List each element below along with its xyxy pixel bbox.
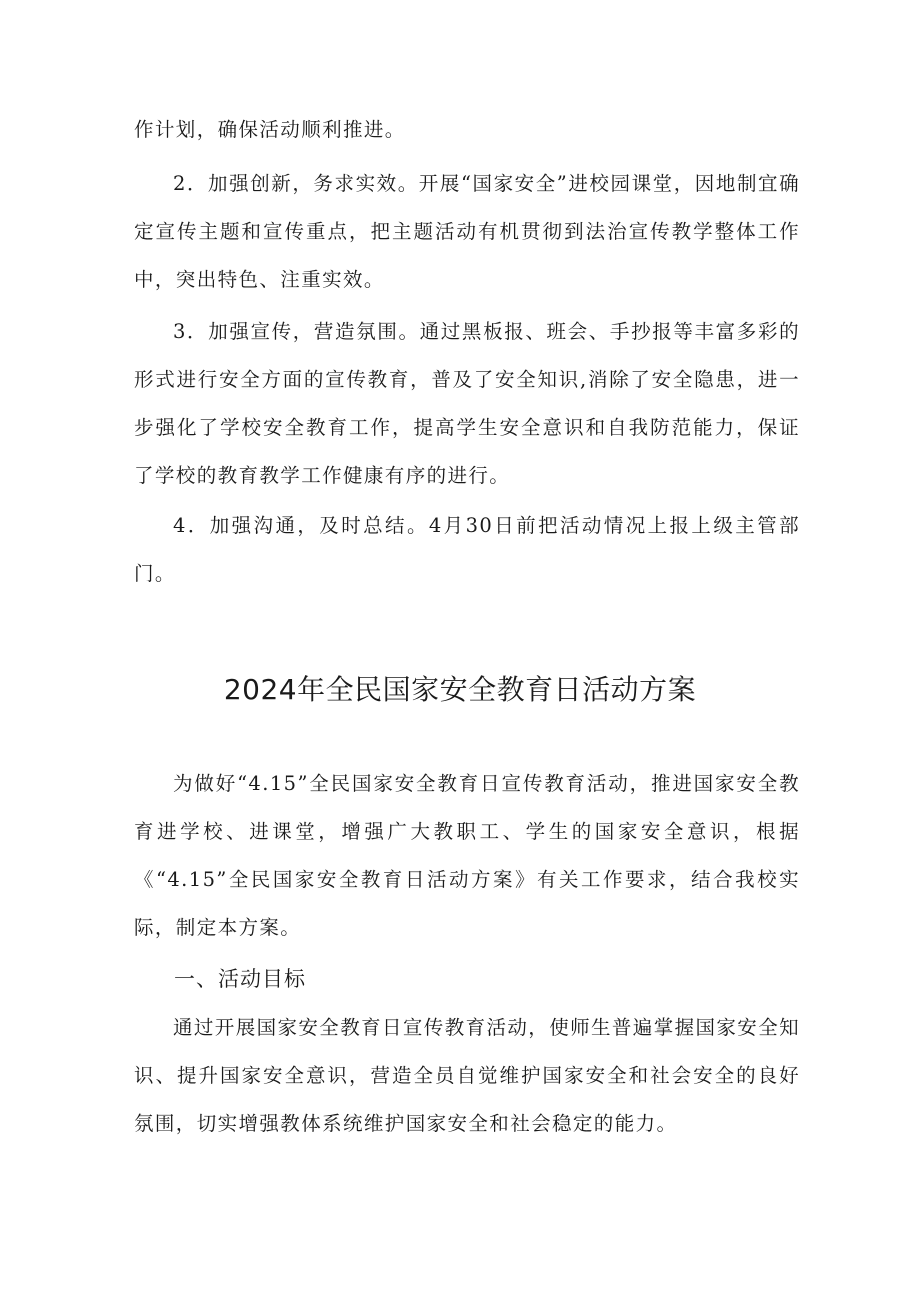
paragraph-item-3: 3．加强宣传，营造氛围。通过黑板报、班会、手抄报等丰富多彩的形式进行安全方面的宣传教育，普及了安全知识,消除了安全隐患，进一步强化了学校安全教育工作，提高学生安全意识和自我防范能力，保证了学校的教育教学工作健康有序的进行。 bbox=[134, 320, 800, 487]
section-body-paragraph: 通过开展国家安全教育日宣传教育活动，使师生普遍掌握国家安全知识、提升国家安全意识，营造全员自觉维护国家安全和社会安全的良好氛围，切实增强教体系统维护国家安全和社会稳定的能力。 bbox=[134, 1016, 801, 1135]
paragraph-item-2: 2．加强创新，务求实效。开展“国家安全”进校园课堂，因地制宜确定宣传主题和宣传重点，把主题活动有机贯彻到法治宣传教学整体工作中，突出特色、注重实效。 bbox=[134, 172, 800, 291]
document-title: 2024年全民国家安全教育日活动方案 bbox=[223, 673, 697, 706]
paragraph-continuation: 作计划，确保活动顺利推进。 bbox=[134, 118, 406, 141]
intro-paragraph: 为做好“4.15”全民国家安全教育日宣传教育活动，推进国家安全教育进学校、进课堂，增强广大教职工、学生的国家安全意识，根据《“4.15”全民国家安全教育日活动方案》有关工作要求，结合我校实际，制定本方案。 bbox=[134, 772, 800, 939]
section-heading: 一、活动目标 bbox=[174, 967, 306, 991]
paragraph-item-4: 4．加强沟通，及时总结。4月30日前把活动情况上报上级主管部门。 bbox=[134, 514, 800, 585]
